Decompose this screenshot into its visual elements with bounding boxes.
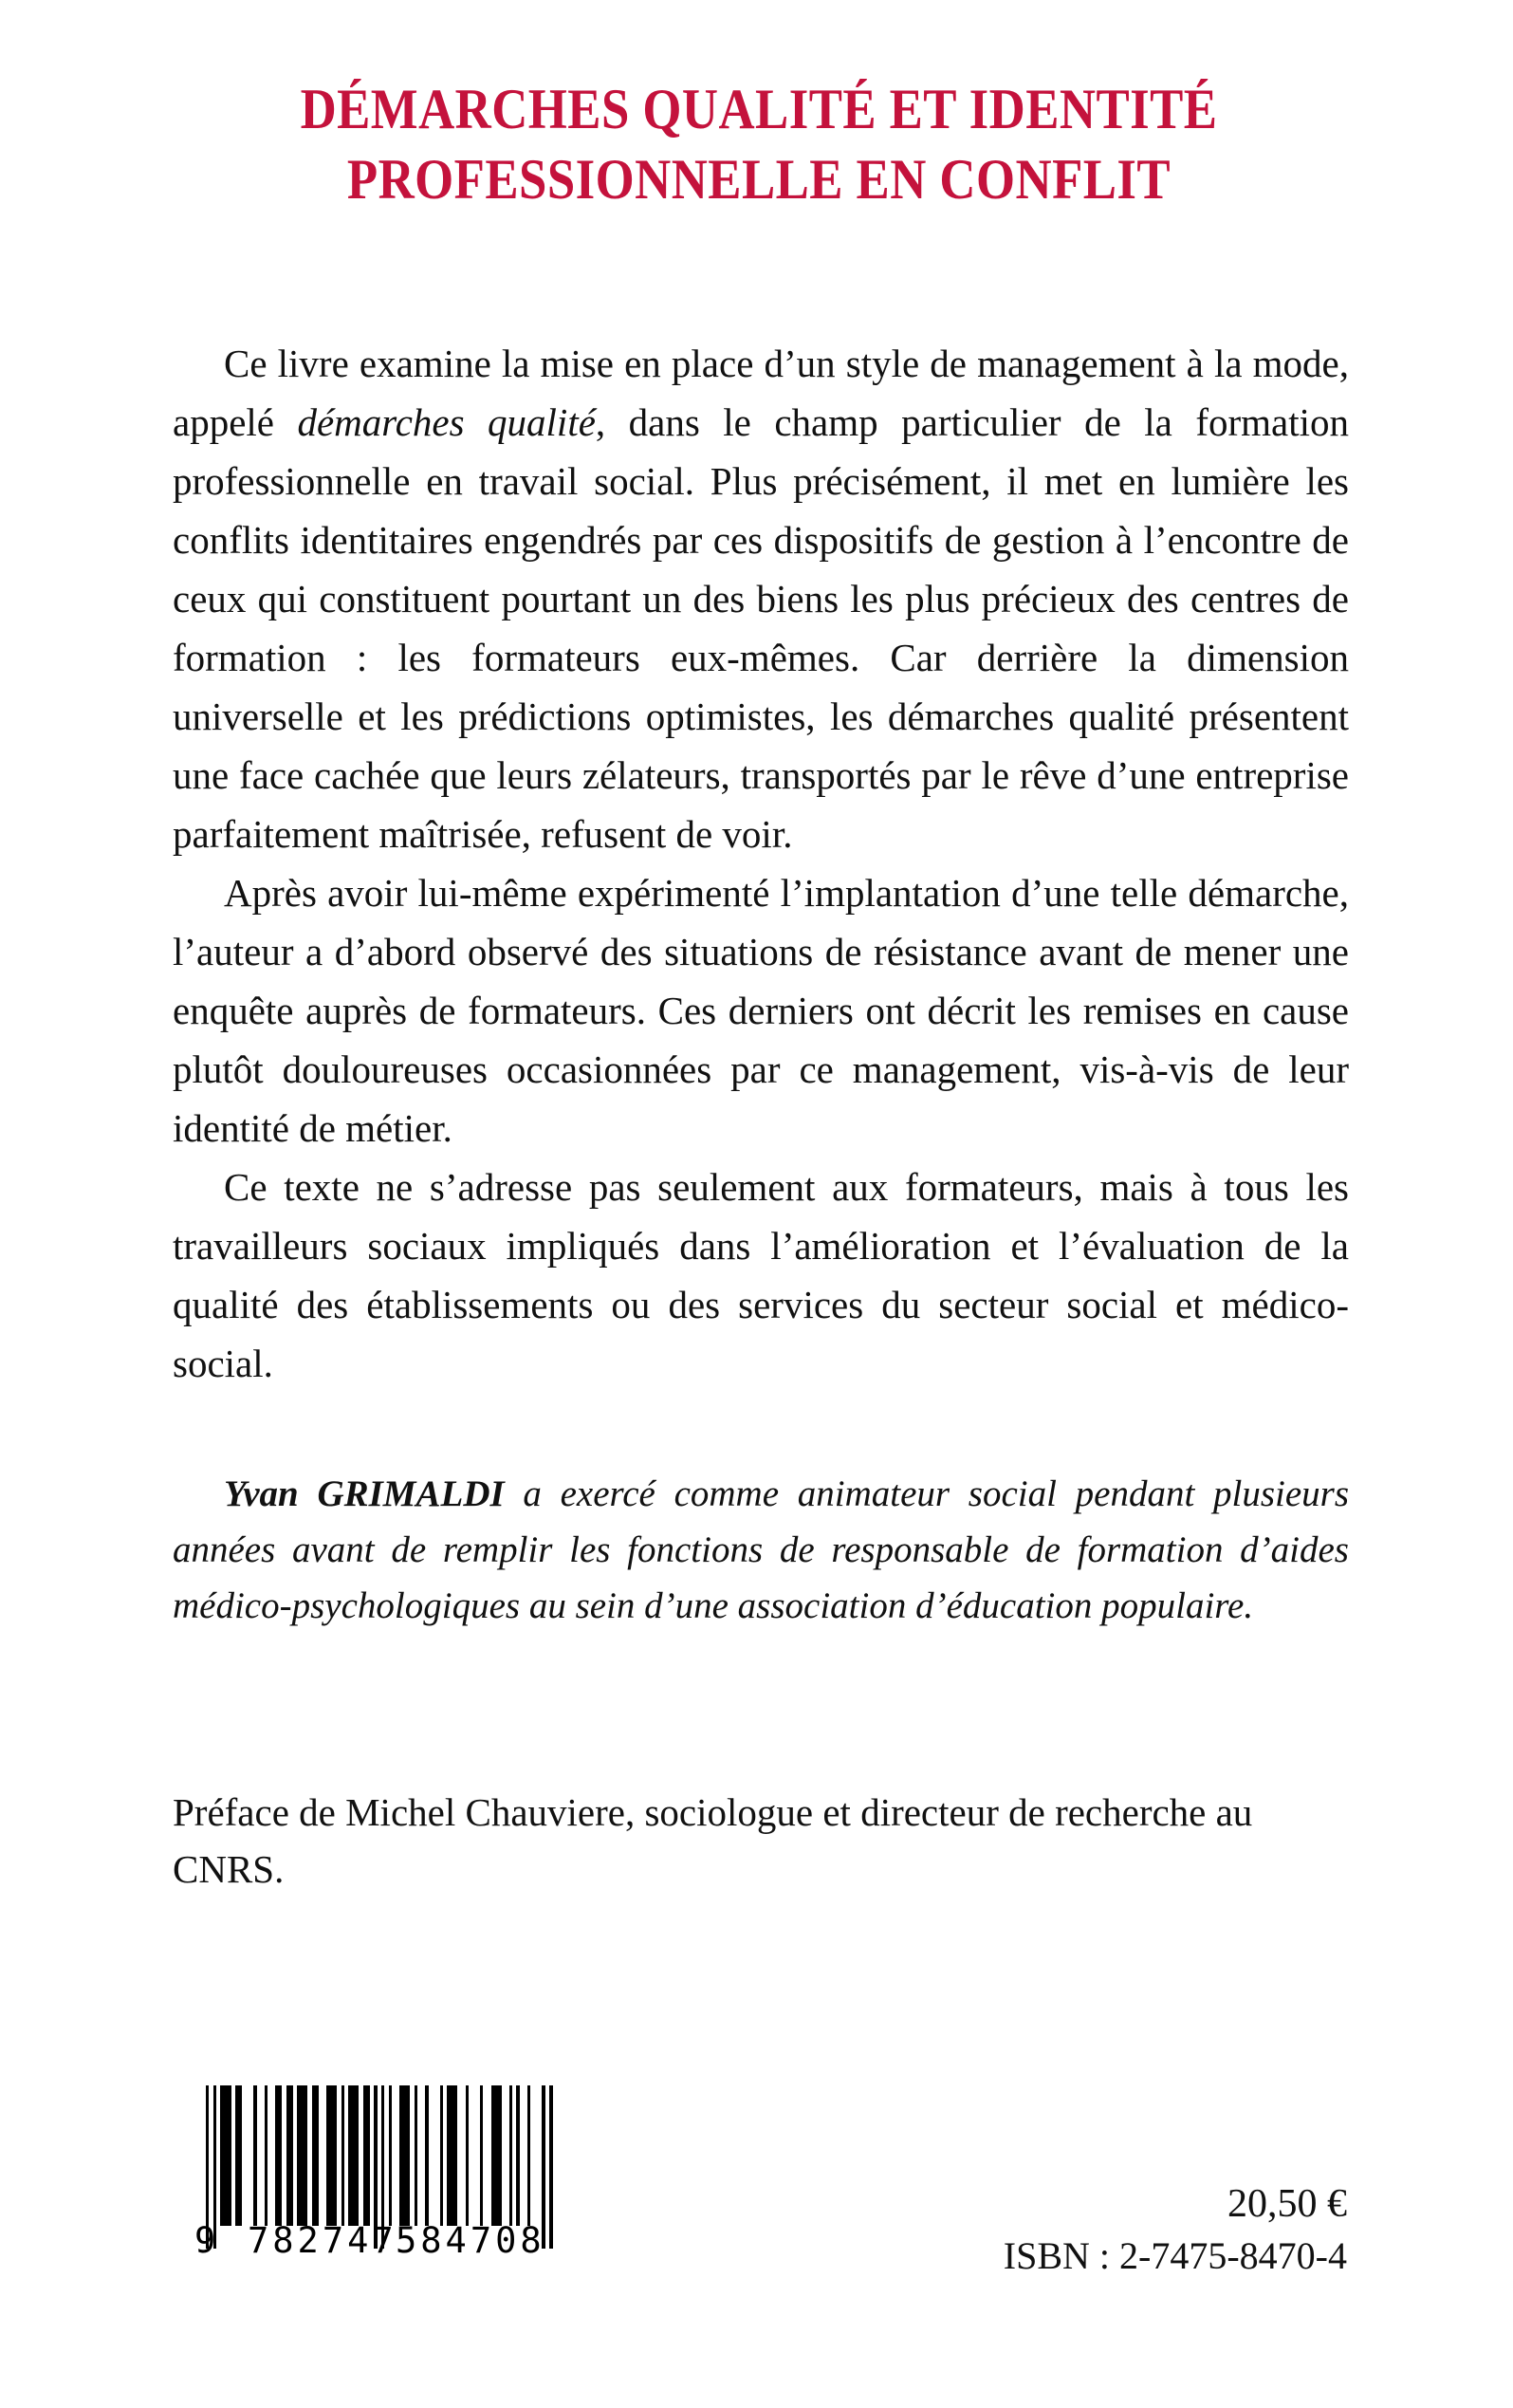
barcode-right-group: 584708 [396, 2220, 545, 2261]
blurb-paragraph-2: Après avoir lui-même expérimenté l’implantation d’une telle démarche, l’auteur a d’abord observé des situations de résistance avant de mener une enquête auprès de formateurs. Ces derniers ont décrit les remises en cause plutôt douloureuses occasionnées par ce management, vis-à-vis de leur identité de métier. [173, 871, 1349, 1150]
price-text: 20,50 € [1227, 2182, 1347, 2226]
blurb-p1-part2: , dans le champ particulier de la formation professionnelle en travail social. Plus précisément, il met en lumière les conflits identitaires engendrés par ces dispositifs de gestion à l’encontre de ceux qui constituent pourtant un des biens les plus précieux des centres de formation : les formateurs eux-mêmes. Car derrière la dimension universelle et les prédictions optimistes, les démarches qualité présentent une face cachée que leurs zélateurs, transportés par le rêve d’une entreprise parfaitement maîtrisée, refusent de voir. [173, 400, 1349, 856]
barcode-lead-digit: 9 [194, 2220, 220, 2261]
blurb-text [173, 334, 1349, 1393]
barcode-digits [194, 2220, 564, 2268]
book-title [171, 74, 1347, 214]
barcode [194, 2085, 564, 2268]
author-name: Yvan GRIMALDI [224, 1473, 505, 1514]
preface-text: Préface de Michel Chauviere, sociologue et directeur de recherche au CNRS. [173, 1790, 1253, 1891]
barcode-bars [206, 2085, 553, 2226]
author-bio [173, 1466, 1349, 1634]
author-bio-paragraph [173, 1466, 1349, 1634]
blurb-paragraph-3: Ce texte ne s’adresse pas seulement aux formateurs, mais à tous les travailleurs sociaux impliqués dans l’amélioration et l’évaluation de la qualité des établissements ou des services du secteur social et médico-social. [173, 1165, 1349, 1385]
book-title-line-2: PROFESSIONNELLE EN CONFLIT [346, 148, 1172, 211]
barcode-left-group: 782747 [248, 2220, 397, 2261]
author-bio-text: a exercé comme animateur social pendant plusieurs années avant de remplir les fonctions de responsable de formation d’aides médico-psychologiques au sein d’une association d’éducation populaire. [173, 1473, 1350, 1626]
book-title-line-1: DÉMARCHES QUALITÉ ET IDENTITÉ [300, 78, 1218, 140]
blurb-p1-italic: démarches qualité [297, 400, 596, 444]
isbn-text: ISBN : 2-7475-8470-4 [1003, 2234, 1347, 2277]
preface-note [173, 1784, 1349, 1898]
blurb-paragraph-1 [173, 334, 1349, 863]
price-isbn-block [1004, 2177, 1347, 2282]
blurb-p1-part1: Ce livre examine la mise en place d’un style de management à la mode, appelé [173, 342, 1349, 444]
